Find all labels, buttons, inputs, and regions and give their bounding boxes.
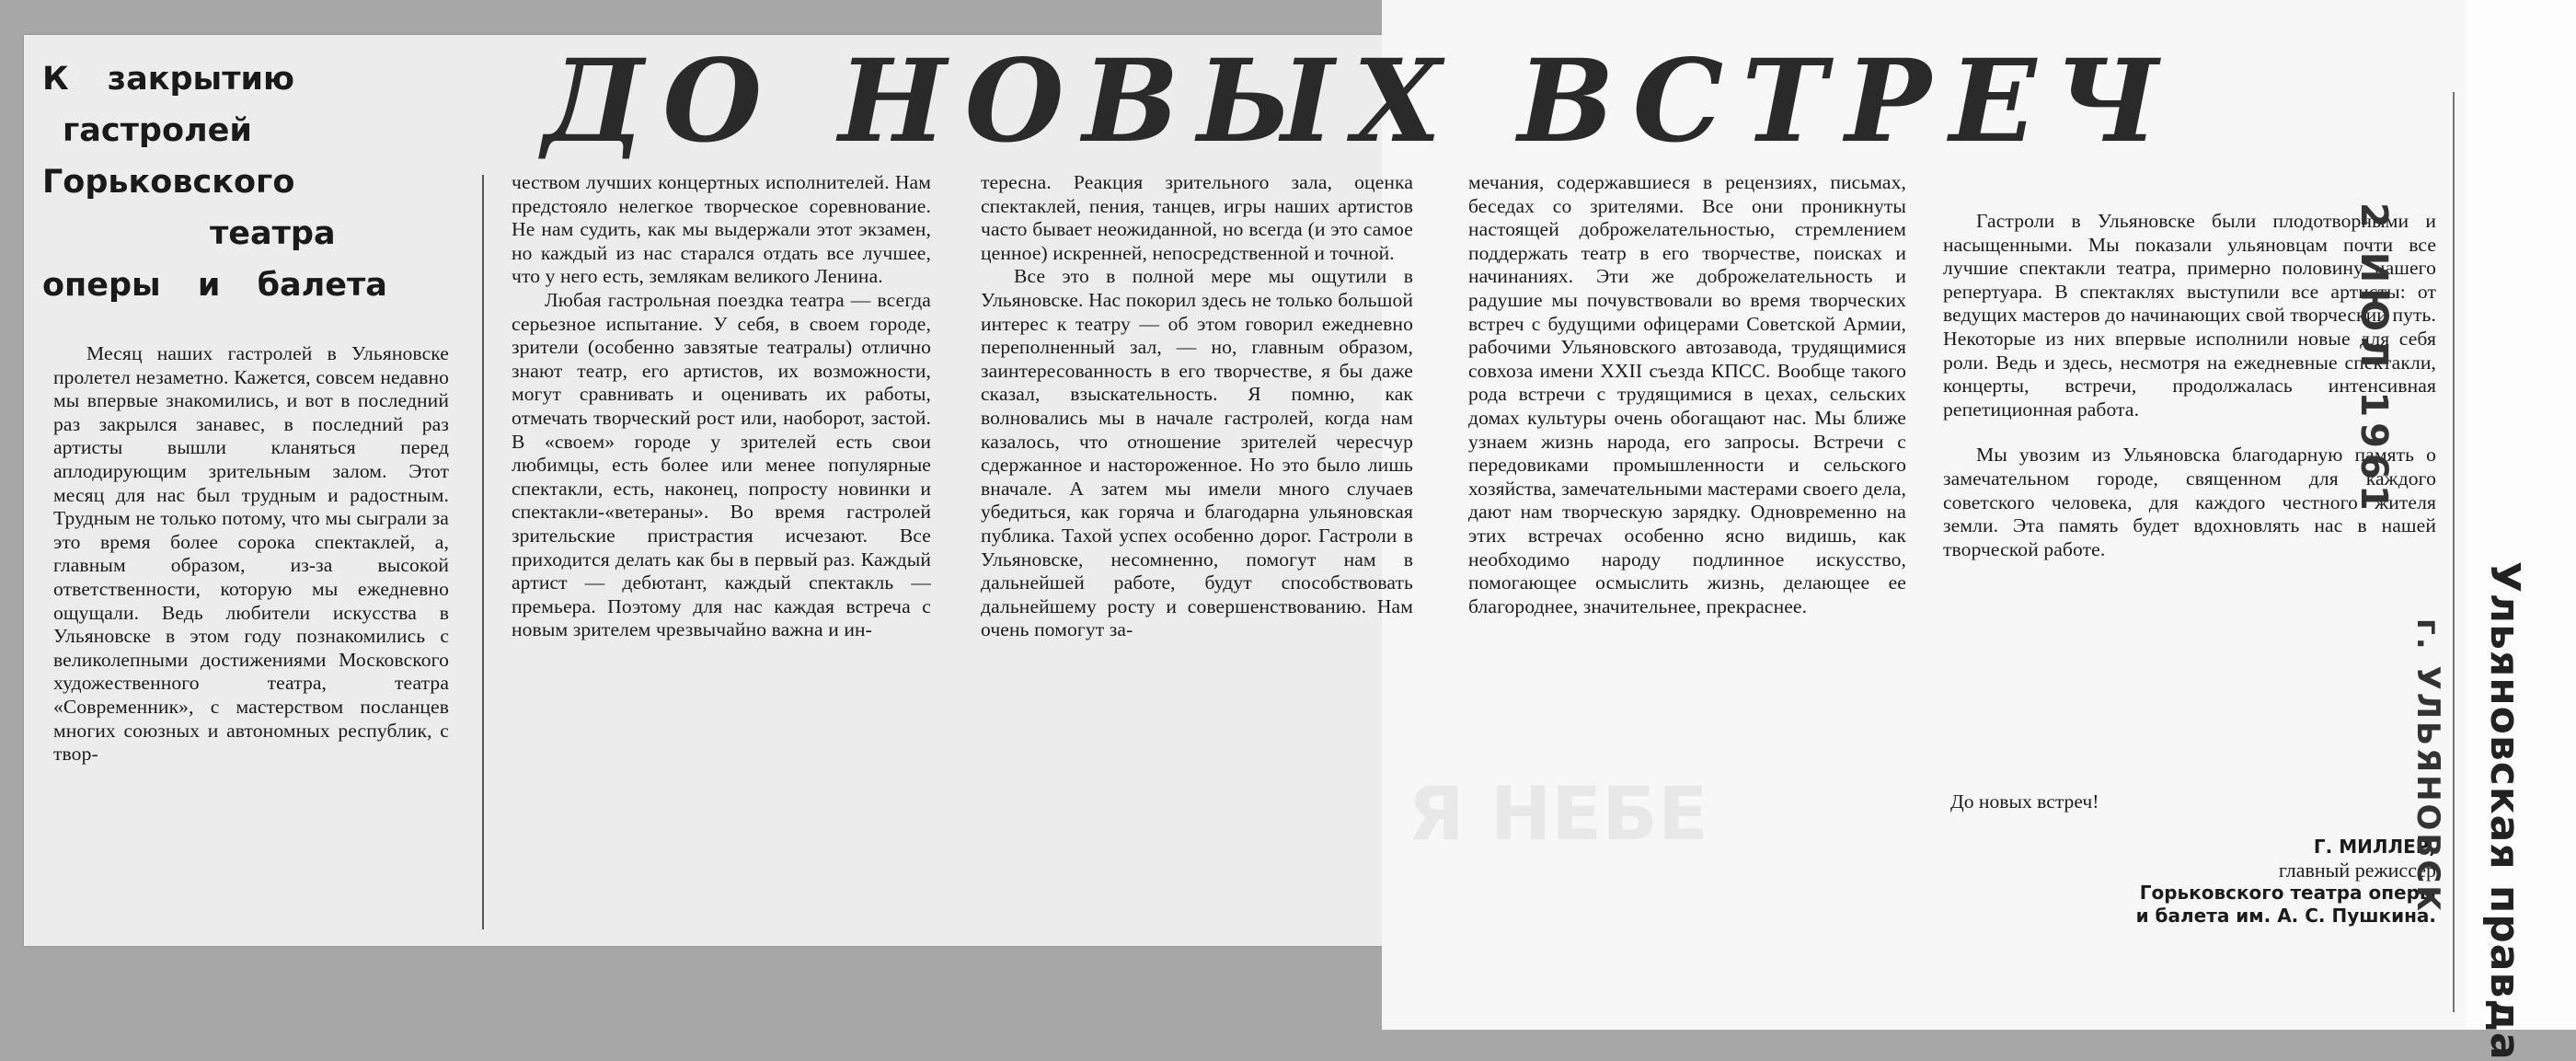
text-column-3 xyxy=(981,171,1413,642)
paragraph: тересна. Реакция зрительного зала, оценка спектаклей, пения, танцев, игры наших артистов часто бывает неожиданной, но всегда (и это самое ценное) искренней, непосредственной и точной. xyxy=(981,171,1413,264)
kicker-line: оперы и балета xyxy=(42,267,387,304)
bleed-through-text: Я НЕБЕ xyxy=(1408,771,1708,857)
column-rule xyxy=(482,175,484,929)
author-org: Горьковского театра оперы xyxy=(2139,882,2436,904)
text-column-4 xyxy=(1468,171,1906,618)
date-stamp: 2 ИЮЛ 1961 xyxy=(2352,202,2395,516)
paragraph: Месяц наших гастролей в Ульяновске пролетел незаметно. Кажется, совсем недавно мы впервые знакомились, и вот в последний раз закрылся занавес, в последний раз артисты вышли кланяться перед аплодирующим зрительным залом. Этот месяц для нас был трудным и радостным. Трудным не только потому, что мы сыграли за это время более сорока спектаклей, а, главным образом, из-за высокой ответственности, которую мы ежедневно ощущали. Ведь любители искусства в Ульяновске в этом году познакомились с великолепными достижениями Московского художественного театра, театра «Современник», с мастерством посланцев многих союзных и автономных республик, с твор- xyxy=(53,342,449,766)
newspaper-masthead: Ульяновская правда xyxy=(2481,561,2528,1061)
kicker-line: К закрытию xyxy=(42,61,295,98)
kicker-line: театра xyxy=(210,215,336,252)
article-headline: ДО НОВЫХ ВСТРЕЧ xyxy=(543,35,2178,168)
article-kicker xyxy=(42,53,466,311)
author-title: главный режиссер xyxy=(2278,859,2436,882)
paragraph: Гастроли в Ульяновске были плодотворными и насыщенными. Мы показали ульяновцам почти все лучшие спектакли театра, примерно половину нашего репертуара. В спектаклях выступили все артисты: от ведущих мастеров до начинающих свой творческий путь. Некоторые из них впервые исполнили новые для себя роли. Ведь и здесь, несмотря на ежедневные спектакли, концерты, встречи, продолжалась интенсивная репетиционная работа. xyxy=(1943,210,2436,421)
paragraph: Мы увозим из Ульяновска благодарную память о замечательном городе, священном для каждого советского человека, для каждого честного жителя земли. Эта память будет вдохновлять нас в нашей творческой работе. xyxy=(1943,444,2436,560)
city-stamp: г. УЛЬЯНОВСК xyxy=(2409,618,2446,915)
text-column-1 xyxy=(53,342,449,767)
author-org: и балета им. А. С. Пушкина. xyxy=(2135,905,2436,927)
kicker-line: Горьковского xyxy=(42,164,295,201)
author-signature xyxy=(1921,836,2436,928)
margin-border-line xyxy=(2453,92,2455,1012)
paragraph: мечания, содержавшиеся в рецензиях, письмах, беседах со зрителями. Все они проникнуты настоящей доброжелательностью, стремлением поддержать театр в его творчестве, поисках и начинаниях. Эти же доброжелательность и радушие мы почувствовали во время творческих встреч с будущими офицерами Советской Армии, рабочими Ульяновского автозавода, трудящимися совхоза имени XXII съезда КПСС. Вообще такого рода встречи с трудящимися в цехах, сельских домах культуры очень обогащают нас. Мы ближе узнаем жизнь народа, его запросы. Встречи с передовиками промышленности и сельского хозяйства, замечательными мастерами своего дела, дают нам творческую зарядку. Одновременно на этих встречах особенно ясно видишь, как необходимо народу подлинное искусство, помогающее осмыслить жизнь, делающее ее благороднее, значительнее, прекраснее. xyxy=(1468,171,1906,617)
text-column-2 xyxy=(512,171,931,642)
paragraph: Все это в полной мере мы ощутили в Ульяновске. Нас покорил здесь не только большой интерес к театру — об этом говорил ежедневно переполненный зал, — но, главным образом, заинтересованность в его творчестве, я бы даже сказал, взыскательность. Я помню, как волновались мы в начале гастролей, когда нам казалось, что отношение зрителей чересчур сдержанное и настороженное. Но это было лишь вначале. А затем мы имели много случаев убедиться, как горяча и благодарна ульяновская публика. Тахой успех особенно дорог. Гастроли в Ульяновске, несомненно, помогут нам в дальнейшей работе, будут способствовать дальнейшему росту и совершенствованию. Нам очень помогут за- xyxy=(981,265,1413,641)
paragraph: чеством лучших концертных исполнителей. Нам предстояло нелегкое творческое соревнование. Не нам судить, как мы выдержали этот экзамен, но каждый из нас старался отдать все лучшее, что у него есть, землякам великого Ленина. xyxy=(512,171,931,288)
paragraph: Любая гастрольная поездка театра — всегда серьезное испытание. У себя, в своем городе, зрители (особенно завзятые театралы) отлично знают театр, его артистов, их возможности, могут сравнивать и оценивать их работы, отмечать творческий рост или, наоборот, застой. В «своем» городе у зрителей есть свои любимцы, есть более или менее популярные спектакли, есть, наконец, попросту новинки и спектакли-«ветераны». Во время гастролей зрительские пристрастия исчезают. Все приходится делать как бы в первый раз. Каждый артист — дебютант, каждый спектакль — премьера. Поэтому для нас каждая встреча с новым зрителем чрезвычайно важна и ин- xyxy=(512,288,931,641)
kicker-line: гастролей xyxy=(63,112,252,149)
author-name: Г. МИЛЛЕР, xyxy=(2313,836,2436,858)
closing-line: До новых встреч! xyxy=(1950,790,2099,813)
